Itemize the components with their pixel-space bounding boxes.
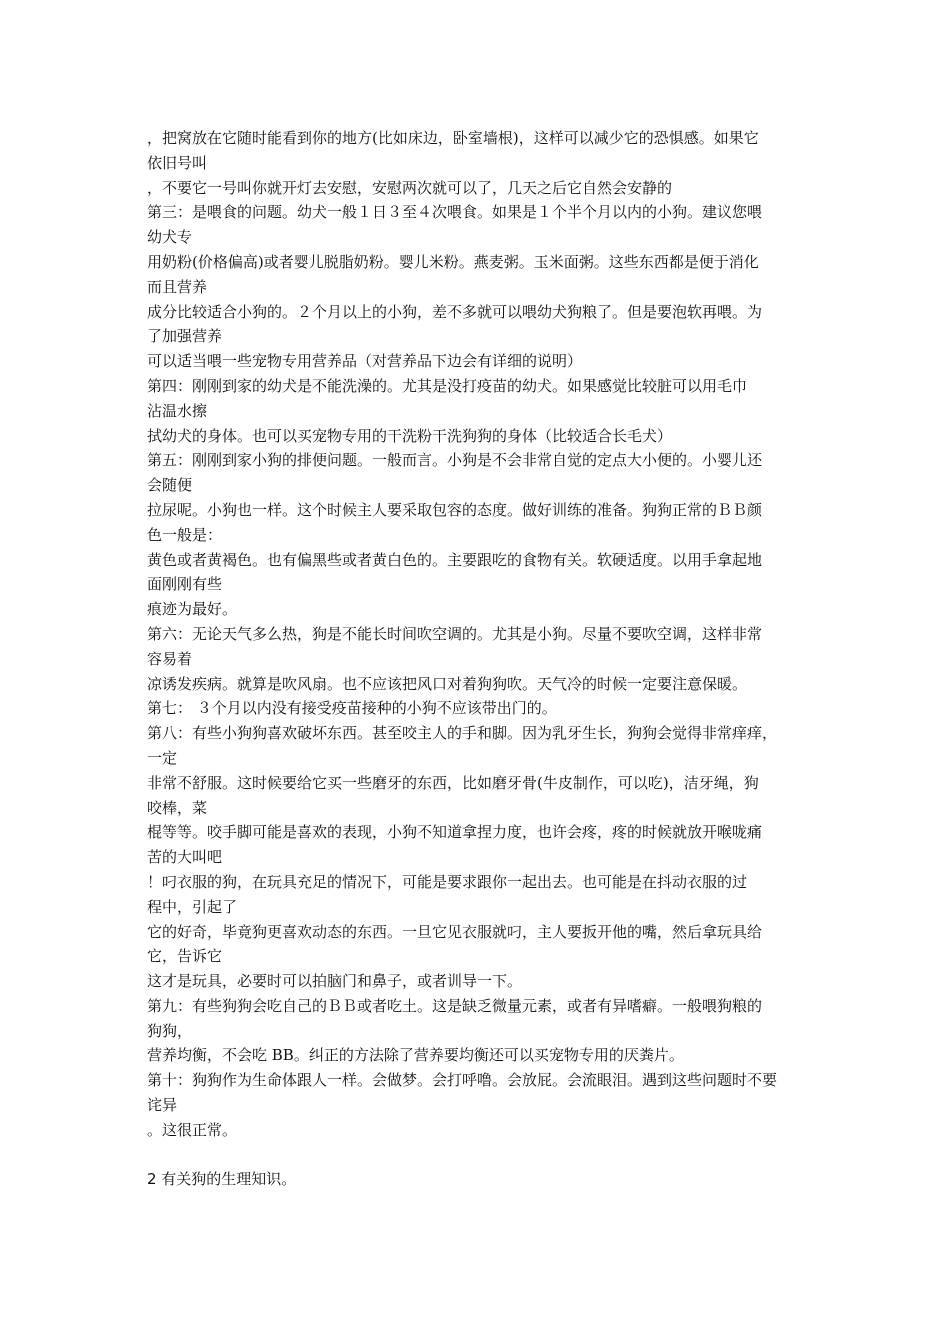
text-line: 黄色或者黄褐色。也有偏黑些或者黄白色的。主要跟吃的食物有关。软硬适度。以用手拿起地 xyxy=(147,550,763,569)
text-line: 面刚刚有些 xyxy=(147,575,223,594)
text-line: 第八：有些小狗狗喜欢破坏东西。甚至咬主人的手和脚。因为乳牙生长，狗狗会觉得非常痒痒， xyxy=(147,724,778,743)
text-line: 会随便 xyxy=(147,476,193,495)
text-line: 棍等等。咬手脚可能是喜欢的表现，小狗不知道拿捏力度，也许会疼，疼的时候就放开喉咙痛 xyxy=(147,823,763,842)
text-line: 了加强营养 xyxy=(147,327,223,346)
text-line: 一定 xyxy=(147,748,178,767)
text-line: 痕迹为最好。 xyxy=(147,600,238,619)
document-body xyxy=(147,126,817,1192)
text-line: ，把窝放在它随时能看到你的地方(比如床边，卧室墙根)，这样可以减少它的恐惧感。如果它 xyxy=(147,129,759,147)
text-line: 成分比较适合小狗的。２个月以上的小狗，差不多就可以喂幼犬狗粮了。但是要泡软再喂。为 xyxy=(147,302,763,321)
text-line: 咬棒，菜 xyxy=(147,798,208,817)
text-line: ！叼衣服的狗，在玩具充足的情况下，可能是要求跟你一起出去。也可能是在抖动衣服的过 xyxy=(147,872,748,891)
text-line: 拉尿呢。小狗也一样。这个时候主人要采取包容的态度。做好训练的准备。狗狗正常的ＢＢ颜 xyxy=(147,500,763,519)
text-line: 用奶粉(价格偏高)或者婴儿脱脂奶粉。婴儿米粉。燕麦粥。玉米面粥。这些东西都是便于消化 xyxy=(147,252,759,271)
text-line: 第五：刚刚到家小狗的排便问题。一般而言。小狗是不会非常自觉的定点大小便的。小婴儿还 xyxy=(147,451,763,470)
text-line: 这才是玩具，必要时可以拍脑门和鼻子，或者训导一下。 xyxy=(147,972,523,991)
text-line: 第七： ３个月以内没有接受疫苗接种的小狗不应该带出门的。 xyxy=(147,699,557,718)
text-line: 可以适当喂一些宠物专用营养品（对营养品下边会有详细的说明） xyxy=(147,352,583,371)
text-line: 程中，引起了 xyxy=(147,897,238,916)
text-line: 。这很正常。 xyxy=(147,1120,238,1139)
text-line: 第六：无论天气多么热，狗是不能长时间吹空调的。尤其是小狗。尽量不要吹空调，这样非常 xyxy=(147,624,763,643)
text-line: 拭幼犬的身体。也可以买宠物专用的干洗粉干洗狗狗的身体（比较适合长毛犬） xyxy=(147,426,673,445)
text-line: 而且营养 xyxy=(147,277,208,296)
text-line: 诧异 xyxy=(147,1096,178,1115)
text-line: 第三：是喂食的问题。幼犬一般１日３至４次喂食。如果是１个半个月以内的小狗。建议您喂 xyxy=(147,203,763,222)
section-heading: 2 有关狗的生理知识。 xyxy=(147,1170,297,1189)
text-line: 凉诱发疾病。就算是吹风扇。也不应该把风口对着狗狗吹。天气冷的时候一定要注意保暖。 xyxy=(147,674,748,693)
text-line: 沾温水擦 xyxy=(147,401,208,420)
text-line: 依旧号叫 xyxy=(147,153,208,172)
text-line: 它的好奇，毕竟狗更喜欢动态的东西。一旦它见衣服就叼，主人要扳开他的嘴，然后拿玩具给 xyxy=(147,922,763,941)
text-line: 非常不舒服。这时候要给它买一些磨牙的东西，比如磨牙骨(牛皮制作，可以吃)，洁牙绳，狗 xyxy=(147,773,759,792)
text-line: 第九：有些狗狗会吃自己的ＢＢ或者吃土。这是缺乏微量元素，或者有异嗜癖。一般喂狗粮的 xyxy=(147,996,763,1015)
text-line: 狗狗， xyxy=(147,1021,193,1040)
text-line: 第四：刚刚到家的幼犬是不能洗澡的。尤其是没打疫苗的幼犬。如果感觉比较脏可以用毛巾 xyxy=(147,376,748,395)
text-line: 苦的大叫吧 xyxy=(147,848,223,867)
text-line: 第十：狗狗作为生命体跟人一样。会做梦。会打呼噜。会放屁。会流眼泪。遇到这些问题时不要 xyxy=(147,1071,778,1090)
paragraph-spacer xyxy=(147,1143,817,1168)
text-line: 营养均衡，不会吃 BB。纠正的方法除了营养要均衡还可以买宠物专用的厌粪片。 xyxy=(147,1046,684,1065)
text-line: 幼犬专 xyxy=(147,228,193,247)
text-line: 它，告诉它 xyxy=(147,947,223,966)
text-line: ，不要它一号叫你就开灯去安慰，安慰两次就可以了，几天之后它自然会安静的 xyxy=(147,178,673,197)
text-line: 色一般是： xyxy=(147,525,223,544)
text-line: 容易着 xyxy=(147,649,193,668)
